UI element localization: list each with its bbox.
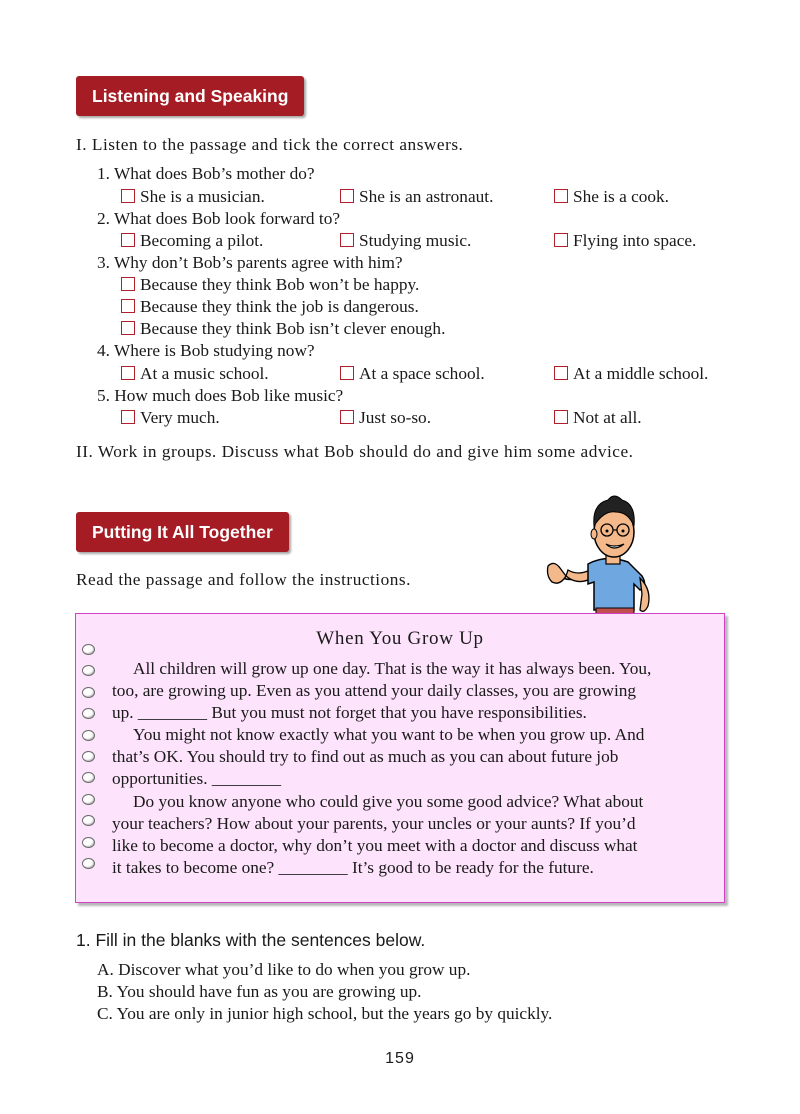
option-label: At a space school. — [359, 364, 485, 383]
checkbox[interactable] — [121, 189, 135, 203]
checkbox[interactable] — [121, 410, 135, 424]
q4-option-a[interactable] — [121, 363, 269, 385]
checkbox[interactable] — [340, 233, 354, 247]
cartoon-boy-illustration — [544, 490, 659, 618]
question-3: 3. Why don’t Bob’s parents agree with him? — [97, 253, 403, 272]
reading-instruction: Read the passage and follow the instructions. — [76, 570, 411, 589]
part2-instruction: II. Work in groups. Discuss what Bob should do and give him some advice. — [76, 442, 634, 461]
q5-option-b[interactable] — [340, 407, 431, 429]
passage-line: like to become a doctor, why don’t you meet with a doctor and discuss what — [112, 836, 638, 855]
passage-line: that’s OK. You should try to find out as much as you can about future job — [112, 747, 619, 766]
passage-line: it takes to become one? ________ It’s good to be ready for the future. — [112, 858, 594, 877]
option-label: She is an astronaut. — [359, 187, 494, 206]
task-option-b: B. You should have fun as you are growing up. — [97, 982, 422, 1001]
binder-ring — [82, 772, 95, 783]
question-1: 1. What does Bob’s mother do? — [97, 164, 315, 183]
binder-ring — [82, 858, 95, 869]
page-number: 159 — [385, 1050, 415, 1067]
binder-ring — [82, 730, 95, 741]
question-2: 2. What does Bob look forward to? — [97, 209, 341, 228]
passage-line: up. ________ But you must not forget that you have responsibilities. — [112, 703, 587, 722]
checkbox[interactable] — [121, 366, 135, 380]
option-label: Very much. — [140, 408, 220, 427]
option-label: Just so-so. — [359, 408, 432, 427]
option-label: Because they think Bob won’t be happy. — [140, 275, 420, 294]
section-banner-listening: Listening and Speaking — [76, 76, 304, 116]
task-title: 1. Fill in the blanks with the sentences below. — [76, 930, 426, 950]
section-banner-putting-together: Putting It All Together — [76, 512, 289, 552]
q4-option-c[interactable] — [554, 363, 708, 385]
checkbox[interactable] — [121, 233, 135, 247]
passage-line: too, are growing up. Even as you attend your daily classes, you are growing — [112, 681, 637, 700]
option-label: Not at all. — [573, 408, 642, 427]
binder-ring — [82, 665, 95, 676]
checkbox[interactable] — [340, 366, 354, 380]
checkbox[interactable] — [554, 233, 568, 247]
binder-ring — [82, 794, 95, 805]
passage-line: your teachers? How about your parents, your uncles or your aunts? If you’d — [112, 814, 636, 833]
option-label: Studying music. — [359, 231, 472, 250]
option-label: At a music school. — [140, 364, 269, 383]
q2-option-c[interactable] — [554, 230, 696, 252]
question-4: 4. Where is Bob studying now? — [97, 341, 315, 360]
q5-option-c[interactable] — [554, 407, 642, 429]
checkbox[interactable] — [121, 321, 135, 335]
checkbox[interactable] — [554, 410, 568, 424]
q1-option-c[interactable] — [554, 186, 669, 208]
option-label: Because they think Bob isn’t clever enough. — [140, 319, 446, 338]
option-label: Becoming a pilot. — [140, 231, 264, 250]
q3-option-a[interactable] — [121, 274, 419, 296]
binder-ring — [82, 708, 95, 719]
checkbox[interactable] — [340, 189, 354, 203]
passage-box — [75, 613, 725, 903]
passage-line: opportunities. ________ — [112, 769, 281, 788]
checkbox[interactable] — [121, 299, 135, 313]
q3-option-b[interactable] — [121, 296, 419, 318]
passage-line: All children will grow up one day. That is the way it has always been. You, — [133, 659, 652, 678]
option-label: Because they think the job is dangerous. — [140, 297, 419, 316]
checkbox[interactable] — [554, 189, 568, 203]
option-label: She is a musician. — [140, 187, 265, 206]
option-label: Flying into space. — [573, 231, 697, 250]
passage-line: Do you know anyone who could give you some good advice? What about — [133, 792, 644, 811]
q3-option-c[interactable] — [121, 318, 445, 340]
binder-ring — [82, 687, 95, 698]
q2-option-a[interactable] — [121, 230, 263, 252]
checkbox[interactable] — [554, 366, 568, 380]
task-option-c: C. You are only in junior high school, but the years go by quickly. — [97, 1004, 553, 1023]
q1-option-a[interactable] — [121, 186, 265, 208]
q4-option-b[interactable] — [340, 363, 485, 385]
checkbox[interactable] — [340, 410, 354, 424]
option-label: She is a cook. — [573, 187, 669, 206]
binder-ring — [82, 837, 95, 848]
task-option-a: A. Discover what you’d like to do when you grow up. — [97, 960, 471, 979]
option-label: At a middle school. — [573, 364, 709, 383]
passage-line: You might not know exactly what you want to be when you grow up. And — [133, 725, 645, 744]
checkbox[interactable] — [121, 277, 135, 291]
binder-ring — [82, 751, 95, 762]
binder-ring — [82, 815, 95, 826]
q2-option-b[interactable] — [340, 230, 471, 252]
passage-title: When You Grow Up — [316, 628, 484, 649]
q1-option-b[interactable] — [340, 186, 493, 208]
question-5: 5. How much does Bob like music? — [97, 386, 344, 405]
part1-instruction: I. Listen to the passage and tick the correct answers. — [76, 135, 464, 154]
q5-option-a[interactable] — [121, 407, 220, 429]
